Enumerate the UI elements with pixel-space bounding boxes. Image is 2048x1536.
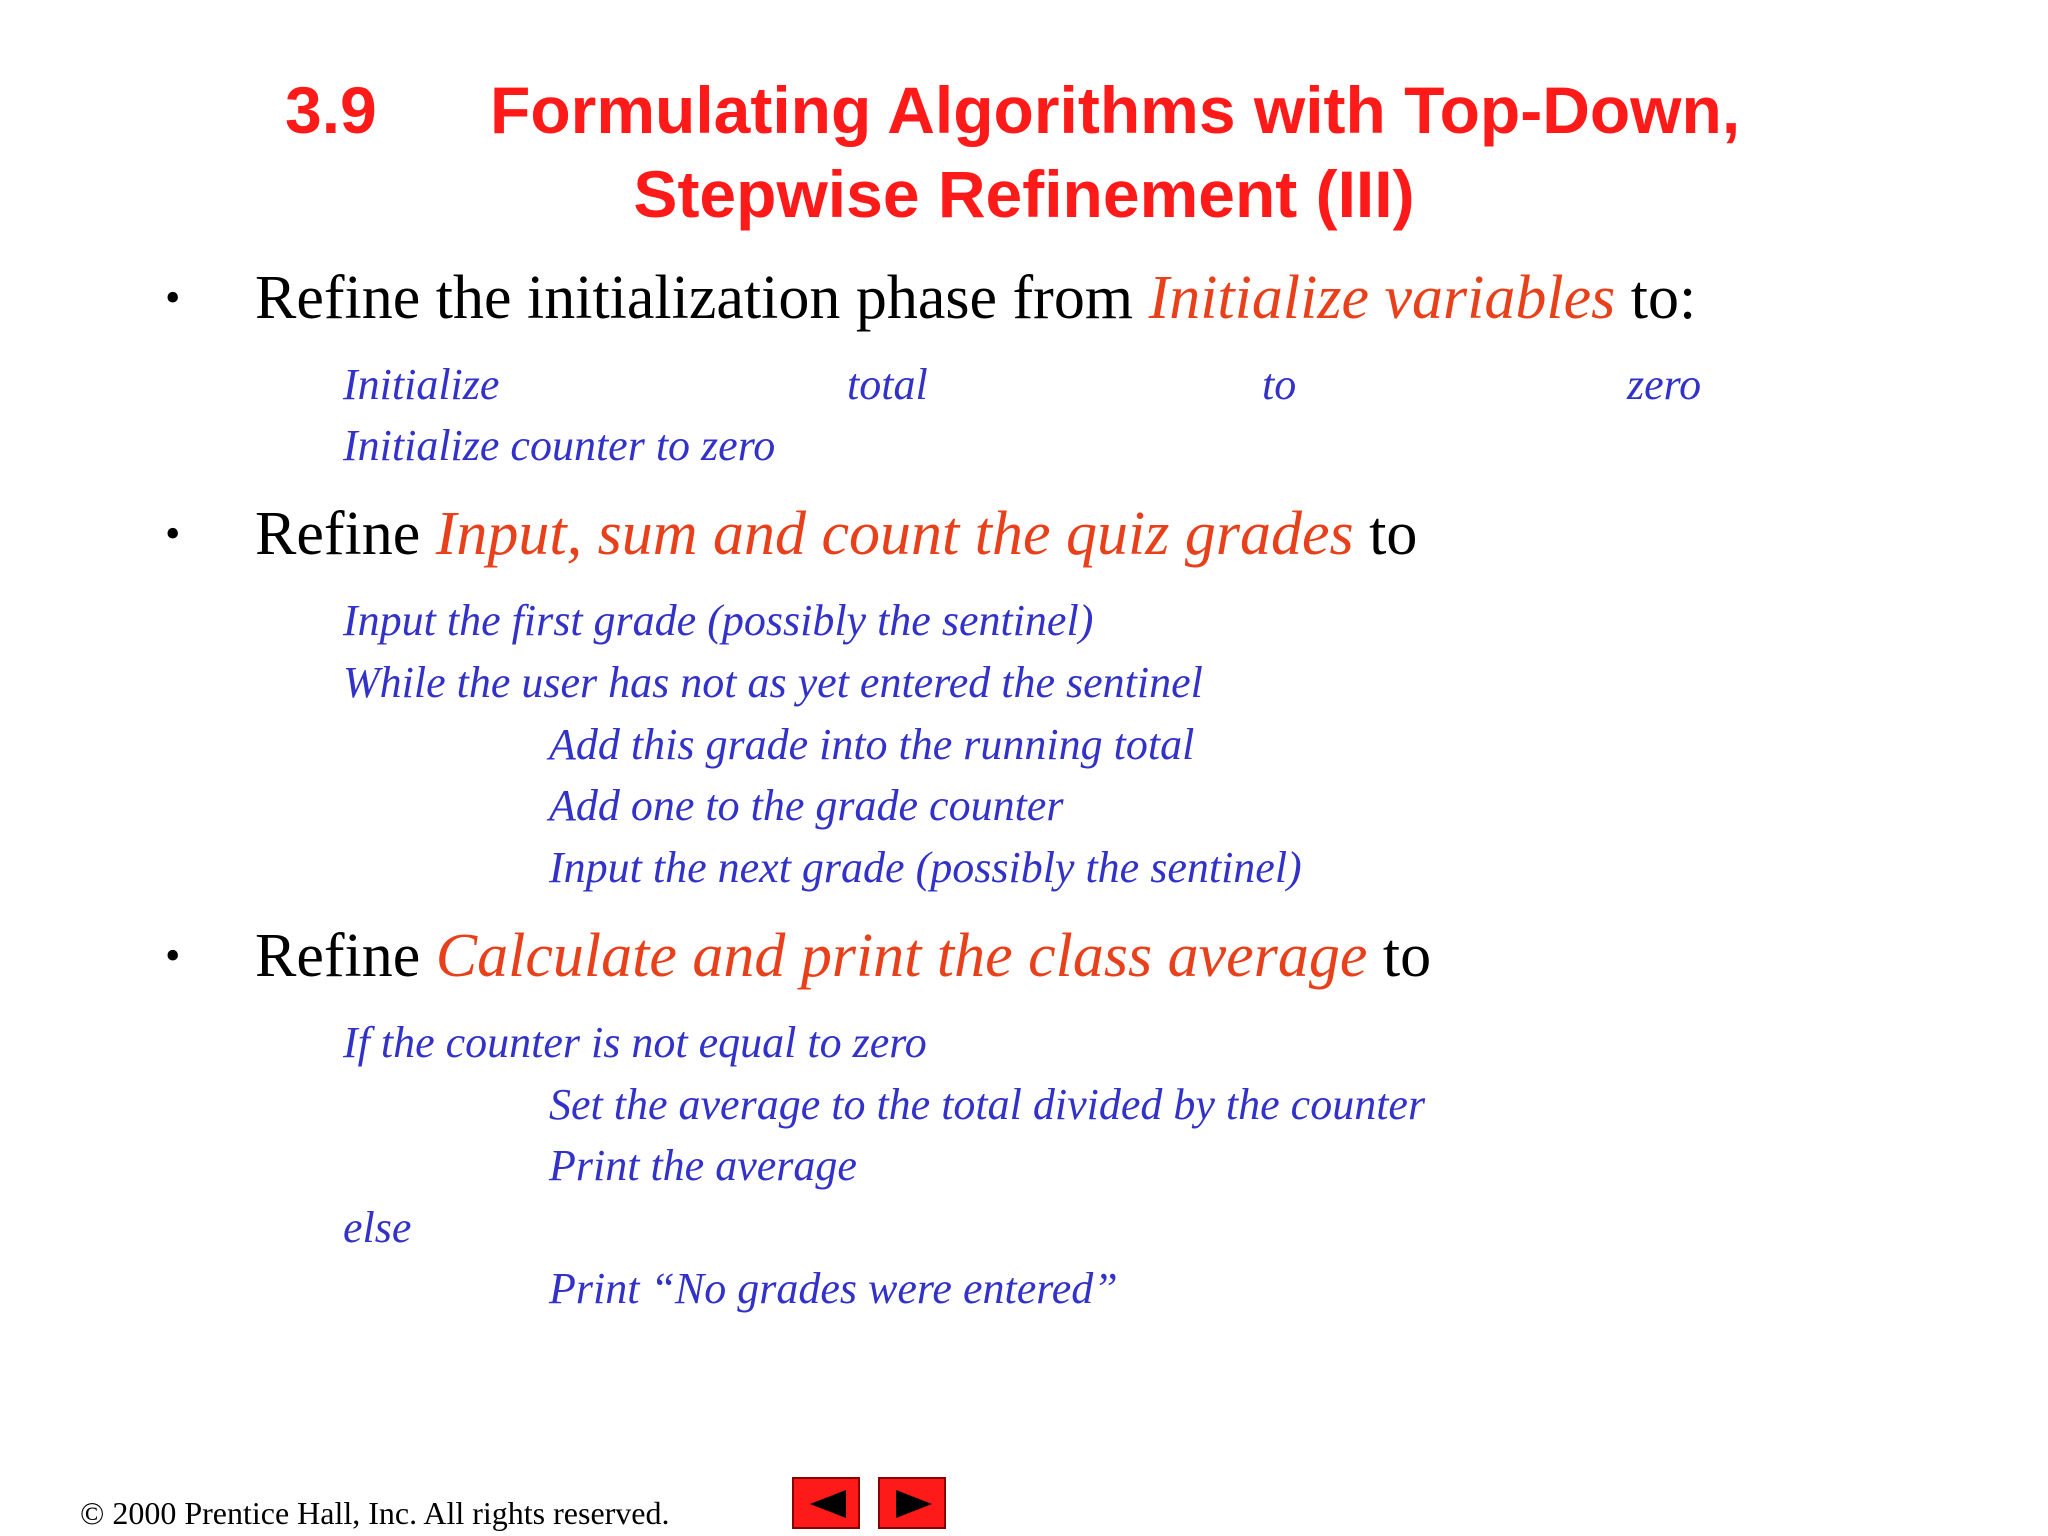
bullet-suffix: to [1367, 922, 1432, 990]
bullet-marker: • [165, 509, 181, 558]
title-text-1: Formulating Algorithms with Top-Down, [490, 73, 1741, 147]
bullet-text [255, 498, 1417, 570]
bullet-text [255, 920, 1431, 992]
pseudocode-line: Print “No grades were entered” [549, 1264, 1118, 1313]
bullet-prefix: Refine the initialization phase from [255, 264, 1149, 332]
pseudocode-line: Add this grade into the running total [549, 720, 1195, 769]
section-number: 3.9 [285, 73, 377, 147]
init-word-total: total [847, 360, 928, 409]
init-word-to: to [1262, 360, 1297, 409]
init-word-initialize: Initialize [343, 360, 500, 409]
bullet-prefix: Refine [255, 500, 436, 568]
bullet-suffix: to [1353, 500, 1418, 568]
pseudocode-line: While the user has not as yet entered the sentinel [343, 658, 1203, 707]
bullet-marker: • [165, 931, 181, 980]
pseudocode-line: Print the average [549, 1141, 857, 1190]
bullet-highlight: Input, sum and count the quiz grades [435, 500, 1354, 568]
bullet-highlight: Calculate and print the class average [435, 922, 1368, 990]
bullet-marker: • [165, 273, 181, 322]
copyright-footer: © 2000 Prentice Hall, Inc. All rights reserved. [80, 1495, 670, 1531]
pseudocode-line: Set the average to the total divided by the counter [549, 1080, 1426, 1129]
init-word-zero: zero [1627, 360, 1702, 409]
bullet-suffix: to: [1615, 264, 1697, 332]
pseudocode-line: If the counter is not equal to zero [343, 1018, 927, 1067]
previous-arrow-icon [806, 1487, 850, 1521]
bullet-highlight: Initialize variables [1148, 264, 1616, 332]
pseudocode-line: Input the next grade (possibly the sentinel) [549, 843, 1302, 892]
bullet-text [255, 262, 1696, 334]
pseudocode-line: Input the first grade (possibly the sentinel) [343, 596, 1094, 645]
bullet-prefix: Refine [255, 922, 436, 990]
init-counter-line: Initialize counter to zero [343, 421, 776, 470]
pseudocode-line: Add one to the grade counter [549, 781, 1064, 830]
title-line-2: Stepwise Refinement (III) [633, 157, 1415, 231]
pseudocode-line: else [343, 1203, 412, 1252]
next-slide-button[interactable] [878, 1477, 946, 1529]
previous-slide-button[interactable] [792, 1477, 860, 1529]
title-line-1 [285, 68, 1740, 152]
next-arrow-icon [892, 1487, 936, 1521]
